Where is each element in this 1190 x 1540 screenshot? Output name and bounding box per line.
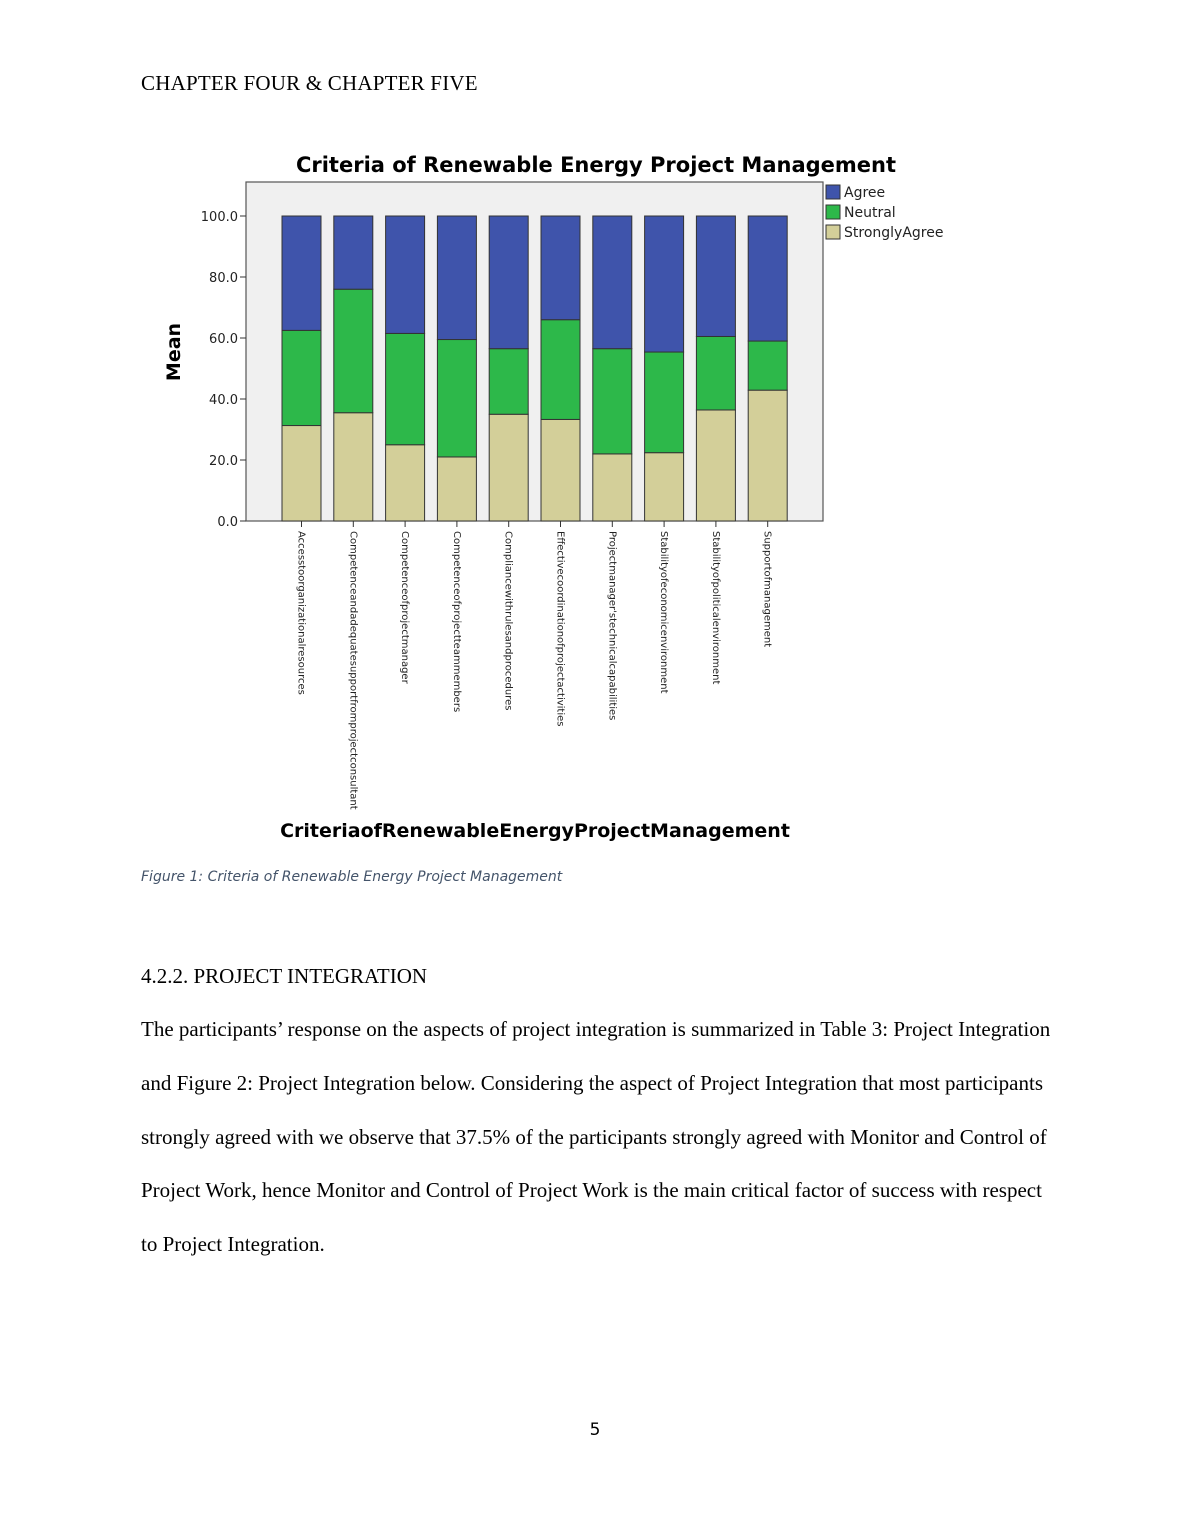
- chart-figure: [150, 140, 960, 850]
- page-number: 5: [589, 1420, 601, 1440]
- bar-segment-stronglyagree: [334, 413, 373, 521]
- y-tick-label: 60.0: [209, 332, 238, 347]
- plot-area: [246, 182, 823, 521]
- legend-label: Neutral: [844, 205, 896, 221]
- bar-segment-stronglyagree: [437, 457, 476, 521]
- x-tick-label: Competenceofprojectmanager: [399, 531, 411, 684]
- x-tick-label: Competenceofprojectteammembers: [450, 531, 462, 713]
- x-tick-label: Accesstoorganizationalresources: [295, 531, 307, 695]
- legend-swatch-neutral: [826, 205, 840, 219]
- legend-label: StronglyAgree: [844, 225, 944, 241]
- bar-segment-stronglyagree: [489, 414, 528, 521]
- bar-segment-stronglyagree: [748, 390, 787, 521]
- chart-title: Criteria of Renewable Energy Project Management: [295, 153, 897, 177]
- bar-segment-stronglyagree: [282, 426, 321, 521]
- bar-segment-agree: [593, 216, 632, 349]
- bar-segment-agree: [489, 216, 528, 349]
- body-paragraph: The participants’ response on the aspects of project integration is summarized in Table 3: Project Integration and Figure 2: Project Integration below. Considering the aspect of Project Integration that most participants strongly agreed with we observe that 37.5% of the participants strongly agreed with Monitor and Control of Project Work, hence Monitor and Control of Project Work is the main critical factor of success with respect to Project Integration.: [141, 1017, 1051, 1257]
- legend-label: Agree: [844, 185, 886, 201]
- x-axis: [296, 521, 773, 810]
- x-tick-label: Competenceandadequatesupportfromprojectconsultant: [347, 531, 359, 810]
- bar-segment-neutral: [386, 333, 425, 444]
- bar-segment-stronglyagree: [541, 419, 580, 521]
- bar-segment-agree: [645, 216, 684, 352]
- page-header: CHAPTER FOUR & CHAPTER FIVE: [141, 71, 478, 95]
- stacked-bar-chart: [150, 140, 960, 850]
- bar-segment-agree: [437, 216, 476, 340]
- y-tick-label: 100.0: [200, 210, 238, 225]
- y-tick-label: 20.0: [209, 454, 238, 469]
- bar-segment-stronglyagree: [593, 454, 632, 521]
- bar-segment-neutral: [696, 336, 735, 410]
- y-tick-label: 0.0: [217, 515, 238, 530]
- chart-legend: [826, 185, 943, 241]
- figure-caption: Figure 1: Criteria of Renewable Energy Project Management: [141, 869, 563, 885]
- bar-segment-neutral: [282, 330, 321, 425]
- bar-segment-stronglyagree: [386, 445, 425, 521]
- legend-swatch-stronglyagree: [826, 225, 840, 239]
- x-tick-label: Supportofmanagement: [761, 531, 773, 648]
- x-tick-label: Effectivecoordinationofprojectactivities: [554, 531, 566, 727]
- legend-swatch-agree: [826, 185, 840, 199]
- bar-segment-agree: [282, 216, 321, 330]
- bar-segment-neutral: [489, 349, 528, 415]
- x-axis-title: CriteriaofRenewableEnergyProjectManagement: [280, 820, 790, 842]
- bar-segment-stronglyagree: [696, 410, 735, 521]
- y-tick-label: 80.0: [209, 271, 238, 286]
- bar-segment-agree: [386, 216, 425, 333]
- x-tick-label: Stabilityofpoliticalenvironment: [709, 531, 721, 685]
- x-tick-label: Projectmanager'stechnicalcapabilities: [606, 531, 618, 721]
- bar-segment-neutral: [334, 289, 373, 413]
- bar-segment-agree: [541, 216, 580, 320]
- bar-segment-neutral: [645, 352, 684, 453]
- bar-segment-neutral: [748, 341, 787, 390]
- bar-segment-agree: [696, 216, 735, 336]
- x-tick-label: Stabilityofeconomicenvironment: [658, 531, 670, 694]
- bar-segment-neutral: [593, 349, 632, 454]
- bar-segment-neutral: [541, 320, 580, 420]
- y-axis: [201, 210, 246, 530]
- y-axis-title: Mean: [163, 322, 185, 382]
- section-heading: 4.2.2. PROJECT INTEGRATION: [141, 964, 428, 988]
- y-tick-label: 40.0: [209, 393, 238, 408]
- bar-segment-neutral: [437, 340, 476, 457]
- bar-segment-agree: [334, 216, 373, 289]
- bar-segment-stronglyagree: [645, 453, 684, 521]
- x-tick-label: Compliancewithrulesandprocedures: [502, 531, 514, 711]
- bar-segment-agree: [748, 216, 787, 341]
